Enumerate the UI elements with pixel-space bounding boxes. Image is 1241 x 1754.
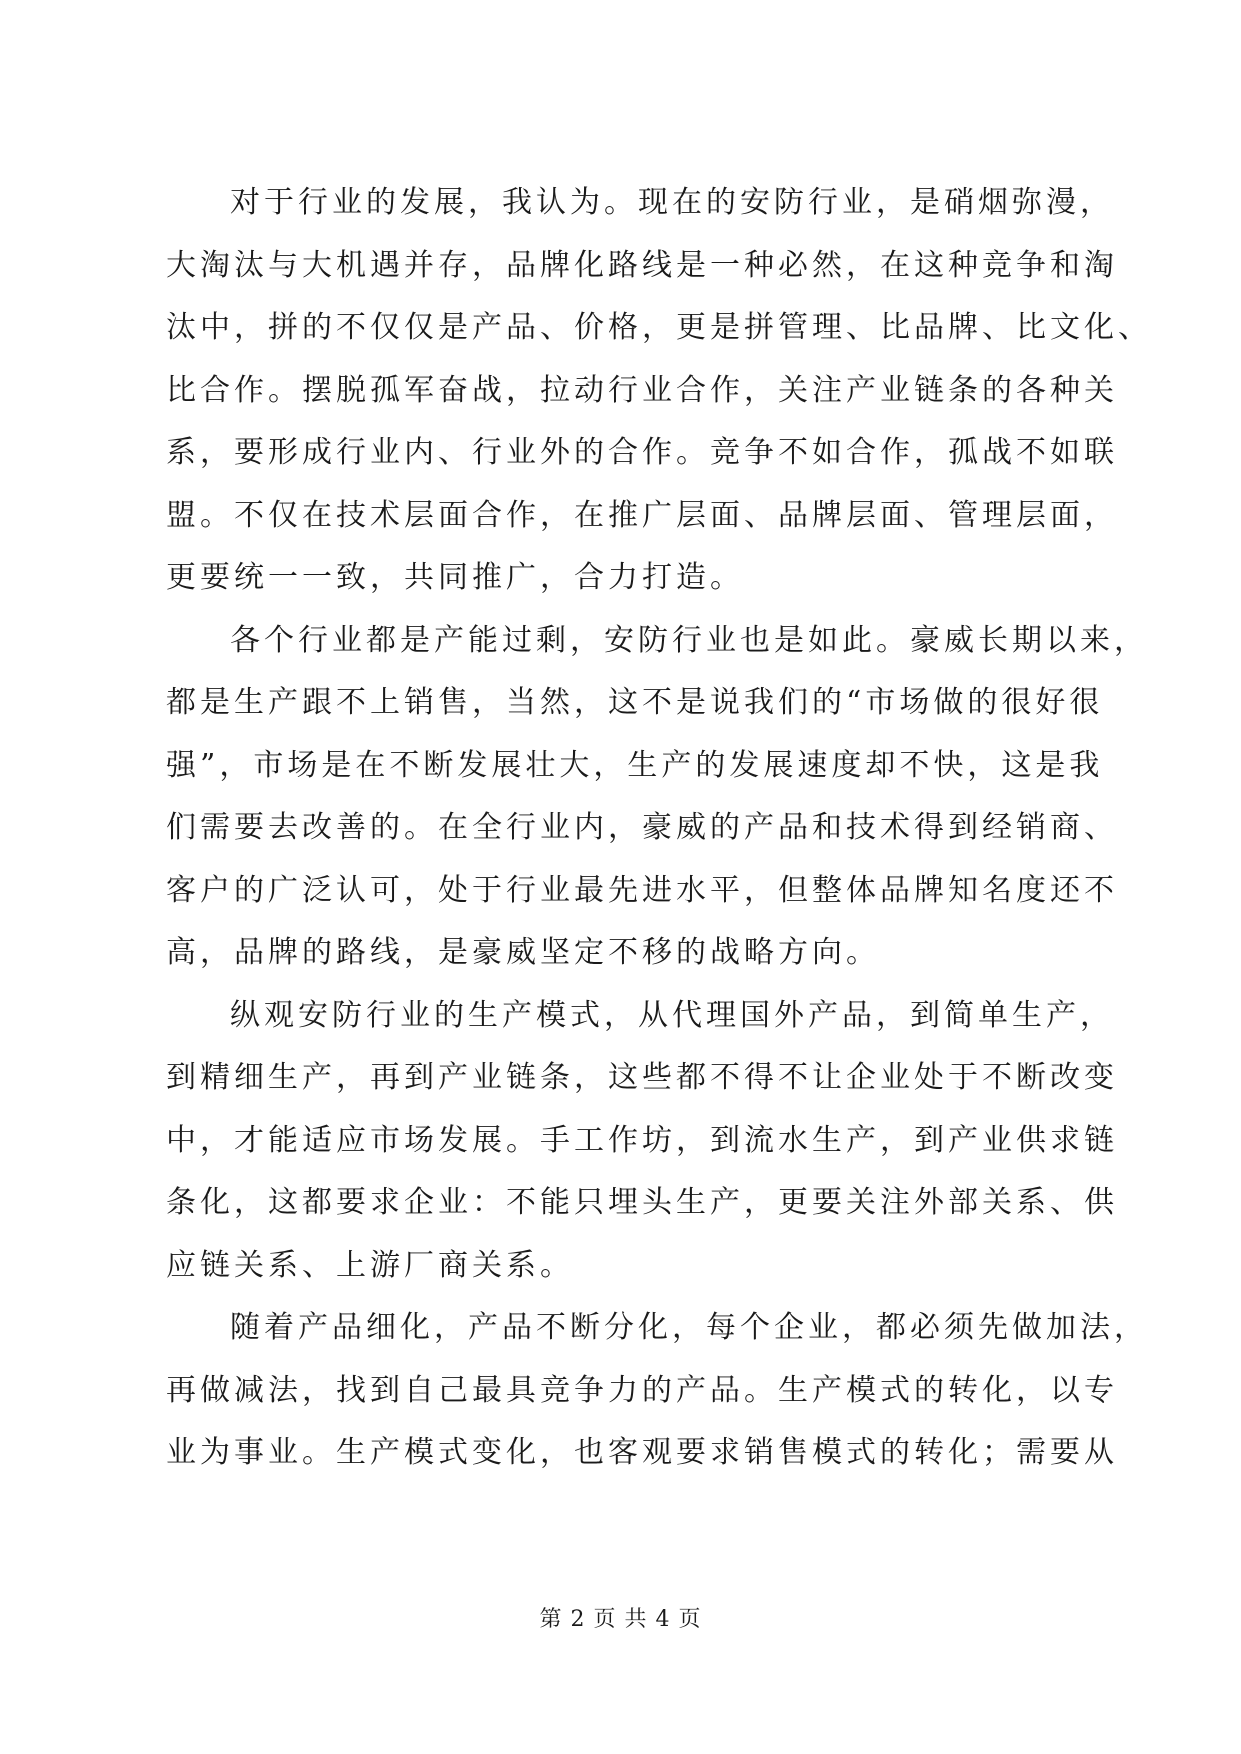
paragraph-2 <box>166 610 1148 985</box>
text-line: 到精细生产，再到产业链条，这些都不得不让企业处于不断改变 <box>166 1060 1118 1095</box>
text-line: 业为事业。生产模式变化，也客观要求销售模式的转化；需要从 <box>166 1435 1118 1470</box>
paragraph-4 <box>166 1297 1148 1485</box>
page-number: 第 2 页 共 4 页 <box>539 1607 702 1632</box>
text-line: 客户的广泛认可，处于行业最先进水平，但整体品牌知名度还不 <box>166 872 1118 908</box>
text-line: 更要统一一致，共同推广，合力打造。 <box>166 560 744 595</box>
page-footer <box>0 1602 1241 1633</box>
text-line: 汰中，拼的不仅仅是产品、价格，更是拼管理、比品牌、比文化、 <box>166 310 1152 345</box>
text-line: 纵观安防行业的生产模式，从代理国外产品，到简单生产， <box>230 997 1114 1033</box>
paragraph-1 <box>166 172 1152 610</box>
text-line: 比合作。摆脱孤军奋战，拉动行业合作，关注产业链条的各种关 <box>166 372 1118 408</box>
text-line: 条化，这都要求企业：不能只埋头生产，更要关注外部关系、供 <box>166 1185 1118 1220</box>
text-line: 们需要去改善的。在全行业内，豪威的产品和技术得到经销商、 <box>166 810 1118 845</box>
text-line: 盟。不仅在技术层面合作，在推广层面、品牌层面、管理层面， <box>166 497 1118 533</box>
text-line: 都是生产跟不上销售，当然，这不是说我们的“市场做的很好很 <box>166 685 1104 720</box>
text-line: 中，才能适应市场发展。手工作坊，到流水生产，到产业供求链 <box>166 1122 1118 1158</box>
text-line: 大淘汰与大机遇并存，品牌化路线是一种必然，在这种竞争和淘 <box>166 247 1118 283</box>
text-line: 再做减法，找到自己最具竞争力的产品。生产模式的转化，以专 <box>166 1372 1118 1408</box>
text-line: 应链关系、上游厂商关系。 <box>166 1247 574 1283</box>
text-line: 对于行业的发展，我认为。现在的安防行业，是硝烟弥漫， <box>230 185 1114 220</box>
body-text <box>166 172 1152 1485</box>
paragraph-3 <box>166 985 1118 1298</box>
text-line: 高，品牌的路线，是豪威坚定不移的战略方向。 <box>166 935 880 970</box>
text-line: 系，要形成行业内、行业外的合作。竞争不如合作，孤战不如联 <box>166 435 1118 470</box>
text-line: 各个行业都是产能过剩，安防行业也是如此。豪威长期以来， <box>230 622 1148 658</box>
text-line: 强”，市场是在不断发展壮大，生产的发展速度却不快，这是我 <box>166 747 1104 783</box>
text-line: 随着产品细化，产品不断分化，每个企业，都必须先做加法， <box>230 1310 1148 1345</box>
